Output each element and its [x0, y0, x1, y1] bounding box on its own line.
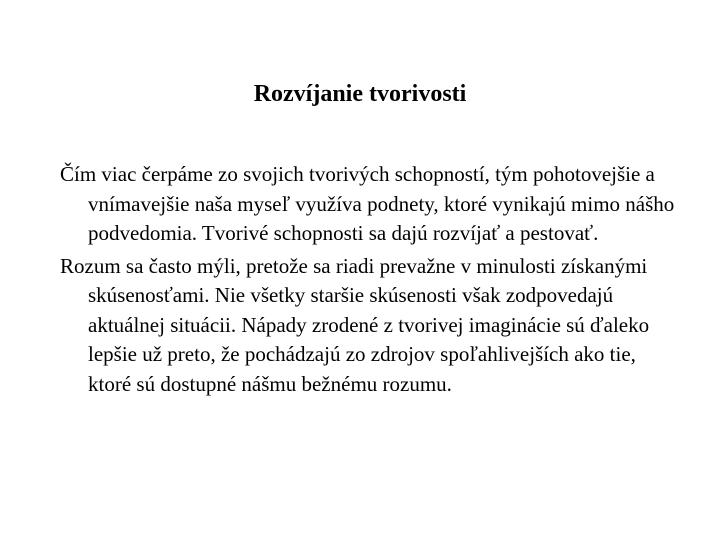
- slide-body: [60, 160, 680, 402]
- paragraph-1: Čím viac čerpáme zo svojich tvorivých schopností, tým pohotovejšie a vnímavejšie naša myseľ využíva podnety, ktoré vynikajú mimo nášho podvedomia. Tvorivé schopnosti sa dajú rozvíjať a pestovať.: [60, 162, 675, 245]
- slide-title: Rozvíjanie tvorivosti: [253, 81, 467, 107]
- paragraph-2: Rozum sa často mýli, pretože sa riadi prevažne v minulosti získanými skúsenosťami. Nie všetky staršie skúsenosti však zodpovedajú aktuálnej situácii. Nápady zrodené z tvorivej imaginácie sú ďaleko lepšie už preto, že pochádzajú zo zdrojov spoľahlivejších ako tie, ktoré sú dostupné nášmu bežnému rozumu.: [60, 253, 650, 396]
